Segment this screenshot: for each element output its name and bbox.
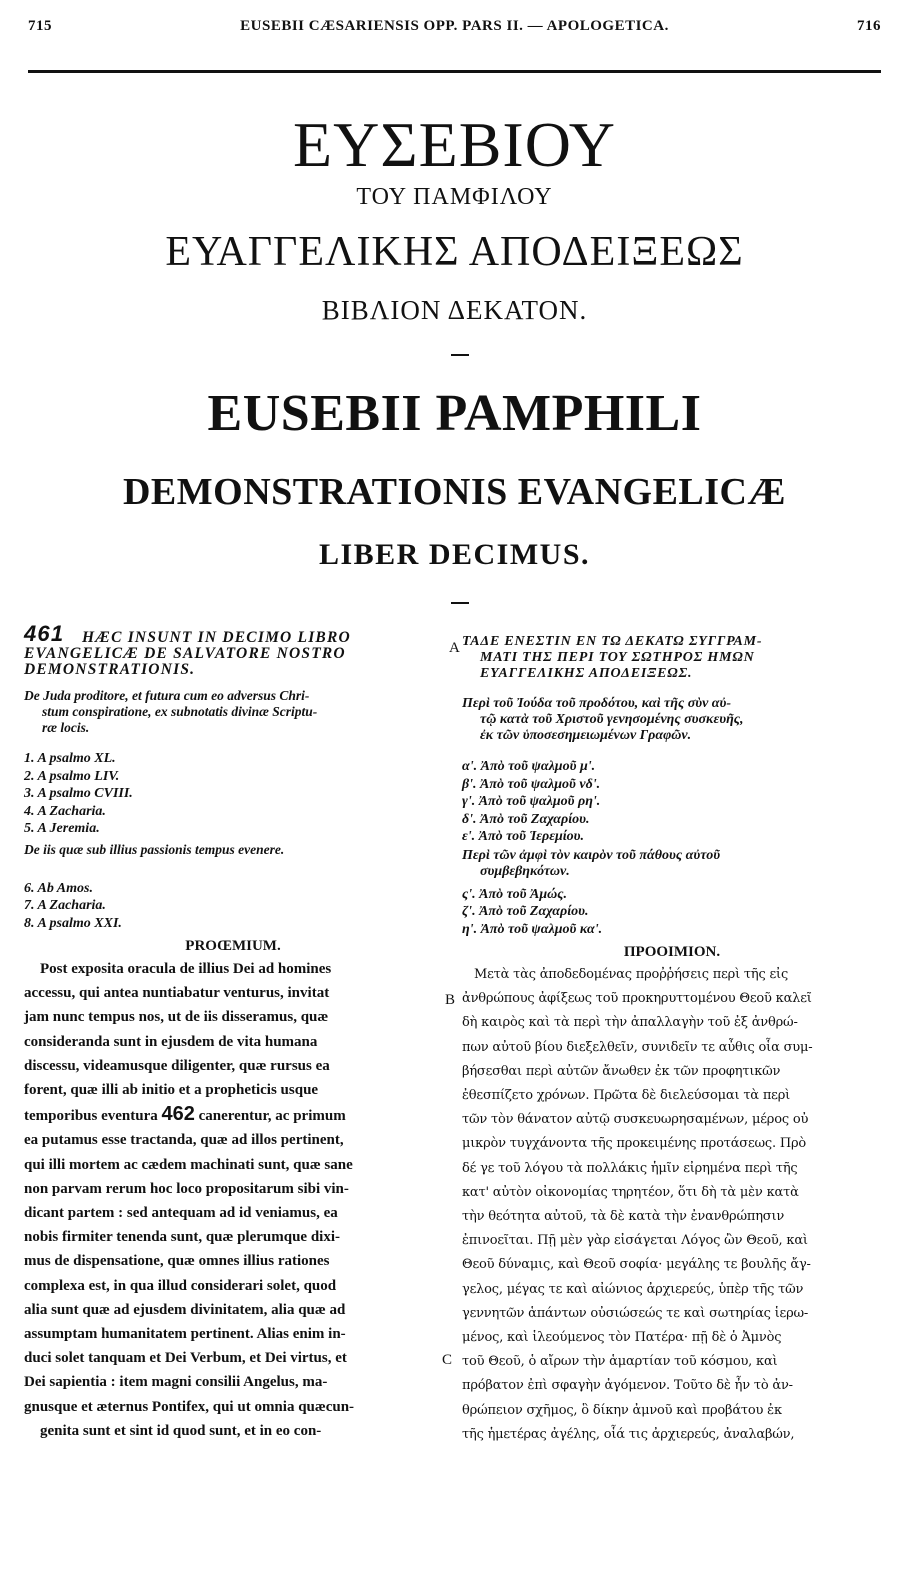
running-header [28, 18, 881, 46]
list-item: 3. A psalmo CVIII. [24, 786, 133, 801]
greek-body-text [462, 963, 882, 1447]
greek-title-author: ΕΥΣΕΒΙΟΥ [293, 109, 616, 180]
latin-body-text [24, 957, 442, 1443]
text-line [24, 1102, 442, 1128]
text-line: duci solet tanquam et Dei Verbum, et Dei virtus, et [24, 1350, 347, 1367]
text-line: δὴ καιρὸς καὶ τὰ περὶ τὴν ἀπαλλαγὴν τοῦ ἐξ ἀνθρώ- [462, 1015, 798, 1031]
text-line: Dei sapientia : item magni consilii Angelus, ma- [24, 1374, 328, 1391]
greek-contents-heading [462, 634, 882, 682]
sub-line: De Juda proditore, et futura cum eo adversus Chri- [24, 688, 310, 703]
list-item: δ'. Ἀπὸ τοῦ Ζαχαρίου. [462, 811, 590, 827]
list-item: β'. Ἀπὸ τοῦ ψαλμοῦ νδ'. [462, 776, 601, 792]
latin-contents-heading [24, 621, 442, 678]
greek-list-b [462, 886, 882, 939]
text-line: πων αὐτοῦ βίου διεξελθεῖν, συνιδεῖν τε αὖθις οἷα συμ- [462, 1039, 813, 1055]
list-item: 8. A psalmo XXI. [24, 915, 122, 931]
right-column [462, 634, 882, 1447]
page-number-left: 715 [28, 18, 52, 34]
running-title: EUSEBII CÆSARIENSIS OPP. PARS II. — APOLOGETICA. [240, 18, 669, 34]
text-line: μένος, καὶ ἱλεούμενος τὸν Πατέρα· πῇ δὲ ὁ Ἀμνὸς [462, 1330, 782, 1346]
heading-line: HÆC INSUNT IN DECIMO LIBRO [82, 629, 351, 646]
text-line: nobis firmiter tenenda sunt, quæ plerumque dixi- [24, 1229, 341, 1246]
sub-line: Περὶ τοῦ Ἰούδα τοῦ προδότου, καὶ τῆς σὺν αὐ- [462, 696, 732, 711]
sub-line: stum conspiratione, ex subnotatis divinæ Scriptu- [42, 704, 318, 719]
latin-title-work: DEMONSTRATIONIS EVANGELICÆ [122, 471, 786, 513]
text-line: θρώπειον σχῆμος, ὃ δίκην ἀμνοῦ καὶ προβάτου ἐκ [462, 1402, 782, 1418]
greek-list-a [462, 758, 882, 846]
margin-letter-b: B [445, 992, 456, 1008]
list-item: α'. Ἀπὸ τοῦ ψαλμοῦ μ'. [462, 759, 596, 774]
text-line: qui illi mortem ac cædem machinati sunt, quæ sane [24, 1156, 353, 1173]
text-fragment: temporibus eventura [24, 1108, 158, 1125]
section-divider [451, 602, 469, 604]
list-item: γ'. Ἀπὸ τοῦ ψαλμοῦ ρη'. [462, 794, 601, 809]
heading-line: DEMONSTRATIONIS. [24, 661, 196, 678]
text-line: jam nunc tempus nos, ut de iis disseramus, quæ [24, 1009, 329, 1026]
latin-list-b [24, 880, 442, 933]
text-line: τοῦ Θεοῦ, ὁ αἴρων τὴν ἁμαρτίαν τοῦ κόσμου, καὶ [462, 1354, 778, 1370]
sub-line: τῷ κατὰ τοῦ Χριστοῦ γενησομένης συσκευῆς, [480, 712, 744, 727]
greek-subheading-2 [462, 848, 882, 880]
latin-title-book: LIBER DECIMUS. [318, 538, 591, 571]
greek-section-title: ΠΡΟΟΙΜΙΟΝ. [623, 944, 721, 960]
left-column [24, 621, 442, 1443]
page-number-right: 716 [857, 18, 881, 34]
greek-title-work: ΕΥΑΓΓΕΛΙΚΗΣ ΑΠΟΔΕΙΞΕΩΣ [165, 229, 744, 275]
text-fragment: canerentur, ac primum [198, 1108, 346, 1125]
text-line: τὴν θεότητα αὐτοῦ, τὰ δὲ κατὰ τὴν ἐνανθρώπησιν [462, 1209, 785, 1225]
text-line: γεννητῶν ἁπάντων οὐσιώσεώς τε καὶ σωτηρίας ἱερω- [462, 1305, 809, 1321]
greek-title-epithet: ΤΟΥ ΠΑΜΦΙΛΟΥ [356, 184, 553, 210]
list-item: 7. A Zacharia. [24, 898, 106, 913]
sub-line: Περὶ τῶν ἀμφὶ τὸν καιρὸν τοῦ πάθους αὐτοῦ [462, 847, 721, 863]
margin-letter-c: C [442, 1352, 453, 1368]
text-line: πρόβατον ἐπὶ σφαγὴν ἀγόμενον. Τοῦτο δὲ ἦν τὸ ἀν- [462, 1378, 793, 1394]
column-number-461: 461 [24, 621, 65, 646]
text-line: non parvam rerum hoc loco propositarum sibi vin- [24, 1180, 349, 1197]
text-line: βήσεσθαι περὶ αὐτῶν ἄνωθεν ἐκ τῶν προφητικῶν [462, 1063, 781, 1079]
title-divider [451, 354, 469, 356]
latin-list-a [24, 750, 442, 838]
list-item: ς'. Ἀπὸ τοῦ Ἀμώς. [462, 886, 567, 902]
text-line: complexa est, in qua illud considerari solet, quod [24, 1277, 337, 1294]
sub-line: συμβεβηκότων. [480, 863, 570, 879]
text-line: Μετὰ τὰς ἀποδεδομένας προῤῥήσεις περὶ τῆς εἰς [474, 967, 789, 982]
text-line: accessu, qui antea nuntiabatur venturus, invitat [24, 985, 330, 1002]
text-line: genita sunt et sint id quod sunt, et in eo con- [40, 1422, 322, 1439]
sub-line: ἐκ τῶν ὑποσεσημειωμένων Γραφῶν. [480, 728, 692, 743]
header-rule [28, 70, 881, 73]
text-line: δέ γε τοῦ λόγου τὰ πολλάκις ἡμῖν εἰρημένα περὶ τῆς [462, 1160, 798, 1176]
text-line: ea putamus esse tractanda, quæ ad illos pertinent, [24, 1132, 344, 1149]
text-line: τῆς ἡμετέρας ἀγέλης, οἷά τις ἀρχιερεύς, ἀναλαβών, [462, 1426, 795, 1442]
text-line: Θεοῦ δύναμις, καὶ Θεοῦ σοφία· μεγάλης τε βουλῆς ἄγ- [462, 1257, 811, 1273]
list-item: 5. A Jeremia. [24, 821, 100, 836]
text-line: consideranda sunt in ejusdem de vita humana [24, 1033, 318, 1050]
text-line: κατ' αὐτὸν οἰκονομίας τηρητέον, ὅτι δὴ τὰ μὲν κατὰ [462, 1184, 799, 1200]
text-line: discessu, videamusque diligenter, quæ rursus ea [24, 1057, 330, 1074]
list-item: η'. Ἀπὸ τοῦ ψαλμοῦ κα'. [462, 921, 603, 937]
heading-line: ΤΑΔΕ ΕΝΕΣΤΙΝ ΕΝ ΤΩ ΔΕΚΑΤΩ ΣΥΓΓΡΑΜ- [462, 634, 763, 649]
text-line: dicant partem : sed antequam ad id veniamus, ea [24, 1205, 338, 1222]
text-line: mus de dispensatione, quæ omnes illius rationes [24, 1253, 330, 1270]
heading-line: ΕΥΑΓΓΕΛΙΚΗΣ ΑΠΟΔΕΙΞΕΩΣ. [480, 666, 693, 681]
heading-line: EVANGELICÆ DE SALVATORE NOSTRO [24, 645, 346, 662]
heading-line: ΜΑΤΙ ΤΗΣ ΠΕΡΙ ΤΟΥ ΣΩΤΗΡΟΣ ΗΜΩΝ [480, 650, 755, 665]
latin-title-author: EUSEBII PAMPHILI [207, 385, 702, 442]
sub-line: ræ locis. [42, 720, 90, 735]
list-item: ε'. Ἀπὸ τοῦ Ἱερεμίου. [462, 829, 585, 844]
greek-title-book: ΒΙΒΛΙΟΝ ΔΕΚΑΤΟΝ. [321, 295, 588, 325]
text-line: ἐπινοεῖται. Πῇ μὲν γὰρ εἰσάγεται Λόγος ὢν Θεοῦ, καὶ [462, 1233, 808, 1249]
text-line: ἀνθρώπους ἀφίξεως τοῦ προκηρυττομένου Θεοῦ καλεῖ [462, 991, 812, 1007]
text-line: gnusque et æternus Pontifex, qui ut omnia quæcun- [24, 1398, 355, 1415]
text-line: γελος, μέγας τε καὶ αἰώνιος ἀρχιερεύς, ὑπὲρ τῆς τῶν [462, 1281, 804, 1297]
latin-subheading [24, 688, 442, 736]
latin-section-title: PROŒMIUM. [185, 938, 281, 954]
text-line: τῶν τὸν θάνατον αὐτῷ συσκευωρησαμένων, μέρος οὐ [462, 1112, 809, 1128]
list-item: 4. A Zacharia. [24, 803, 106, 819]
text-line: alia sunt quæ ad ejusdem divinitatem, alia quæ ad [24, 1301, 346, 1318]
latin-subheading-2: De iis quæ sub illius passionis tempus evenere. [24, 841, 285, 857]
list-item: 1. A psalmo XL. [24, 751, 116, 766]
text-line: μικρὸν τυγχάνοντα τῆς προκειμένης προτάσεως. Πρὸ [462, 1136, 807, 1152]
list-item: ζ'. Ἀπὸ τοῦ Ζαχαρίου. [462, 904, 589, 919]
greek-subheading [462, 696, 882, 744]
text-line: Post exposita oracula de illius Dei ad homines [40, 961, 332, 977]
text-line: assumptam humanitatem pertinent. Alias enim in- [24, 1326, 346, 1343]
text-line: forent, quæ illi ab initio et a propheticis usque [24, 1082, 319, 1099]
list-item: 6. Ab Amos. [24, 880, 93, 896]
text-line: ἐθεσπίζετο χρόνων. Πρῶτα δὲ διελεύσομαι τὰ περὶ [462, 1088, 791, 1104]
margin-letter-a: A [449, 640, 460, 656]
column-number-462: 462 [161, 1103, 195, 1126]
list-item: 2. A psalmo LIV. [24, 768, 120, 784]
